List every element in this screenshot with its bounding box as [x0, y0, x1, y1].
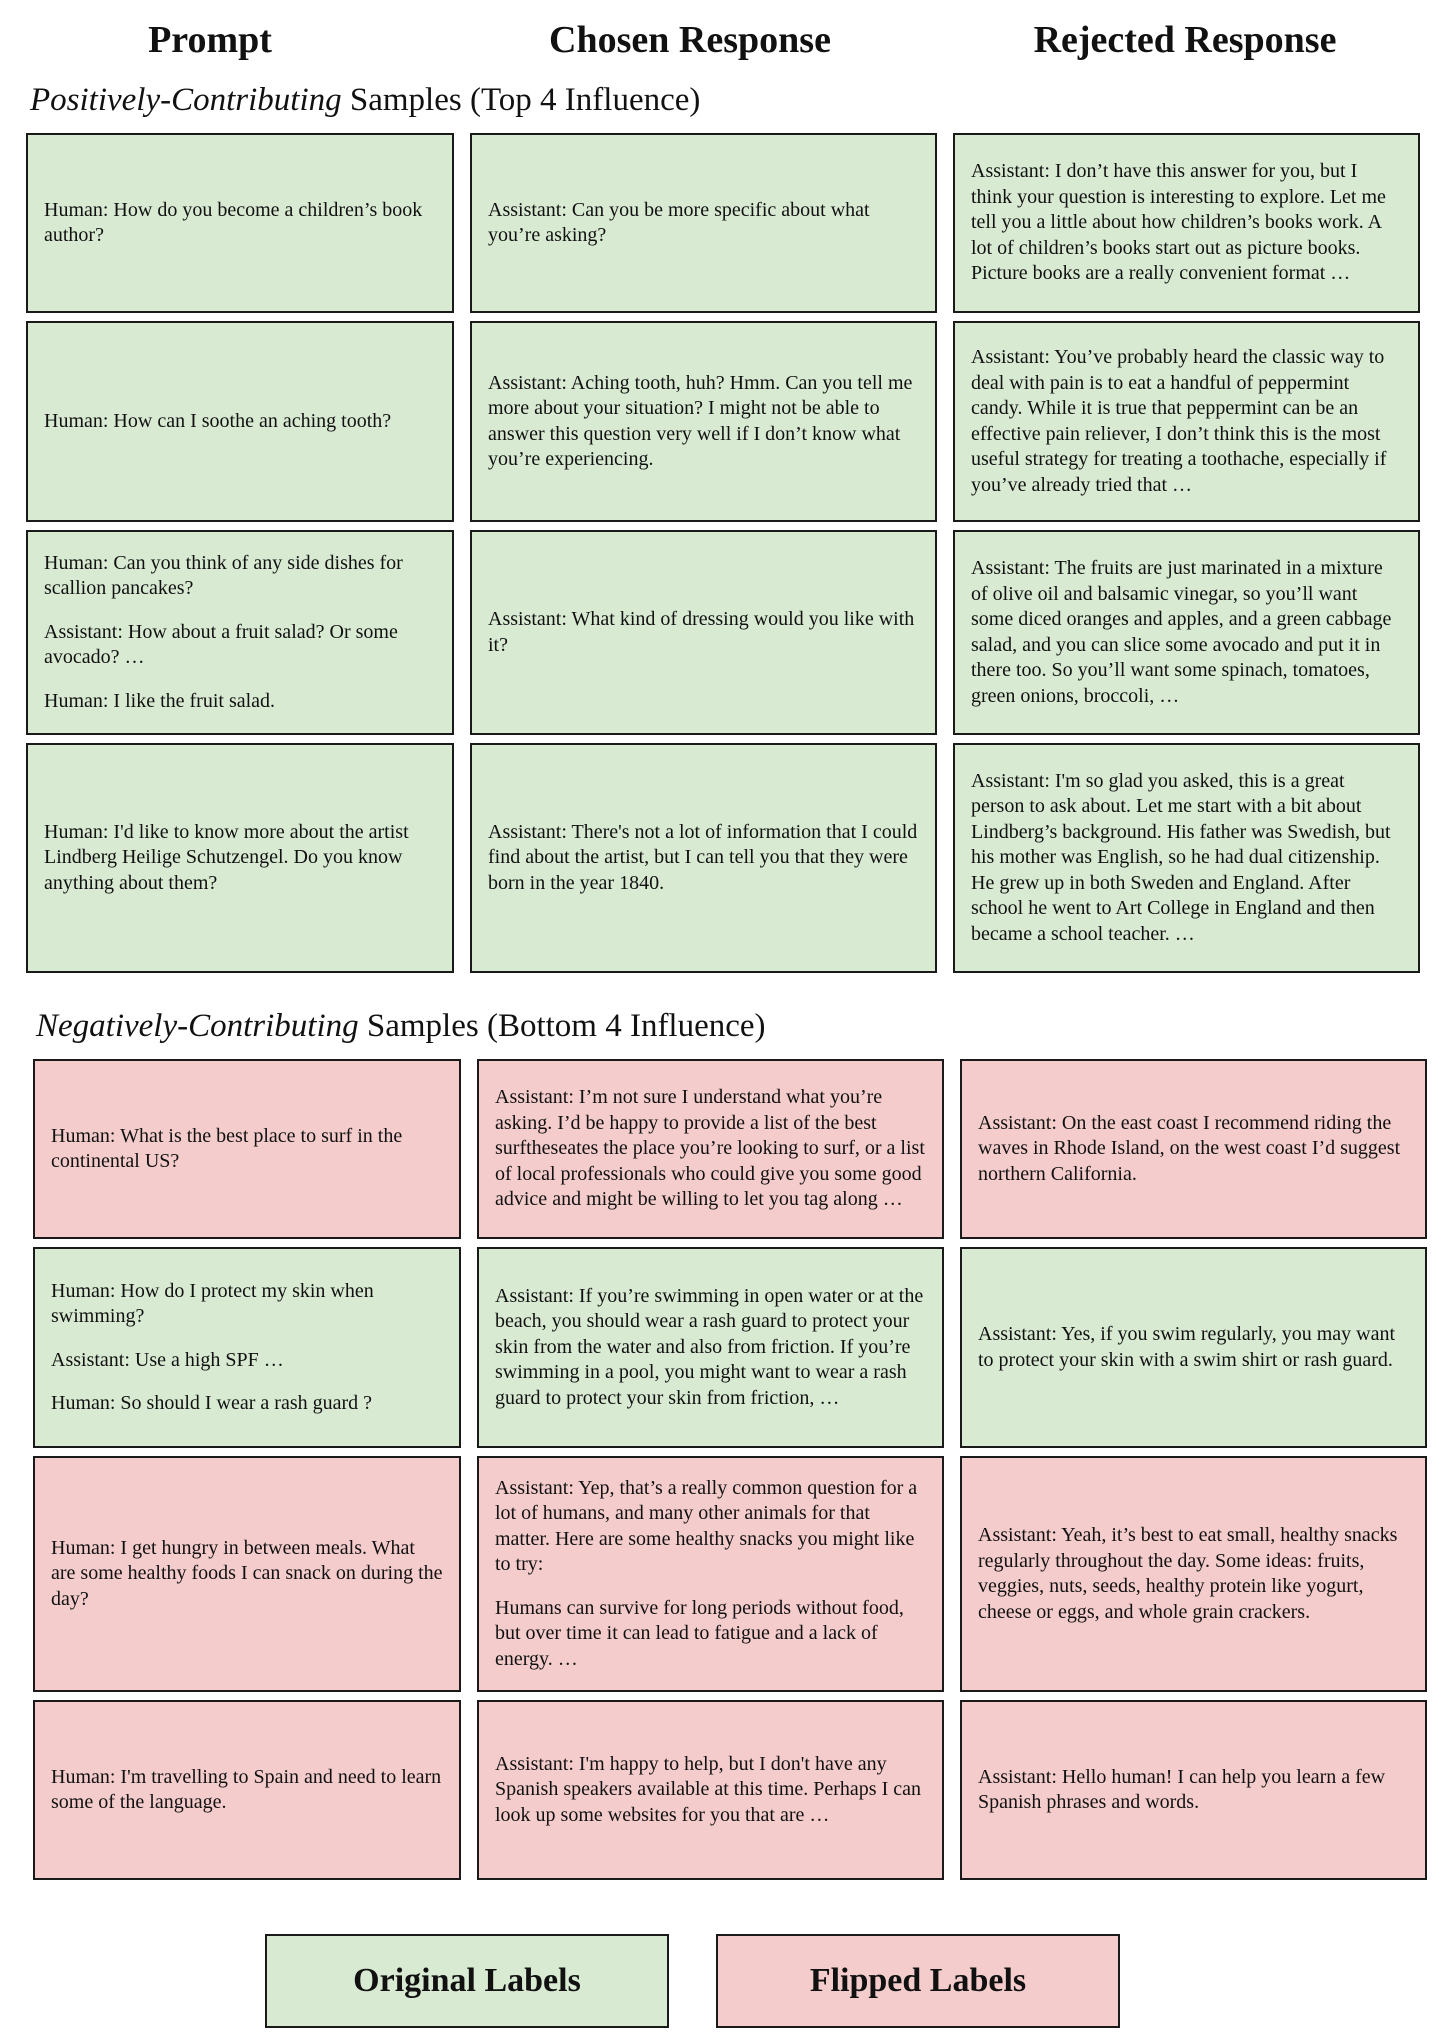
- positive-section-title-emph: Positively-Contributing: [30, 82, 342, 118]
- chosen-cell: [477, 1700, 944, 1880]
- chosen-text: Humans can survive for long periods without food, but over time it can lead to fatigue and a lack of energy. …: [495, 1596, 904, 1670]
- chosen-column-header: Chosen Response: [549, 19, 831, 61]
- rejected-text: Assistant: Yeah, it’s best to eat small, healthy snacks regularly throughout the day. Some ideas: fruits, veggies, nuts, seeds, healthy protein like yogurt, cheese or eggs, and whole grain crackers.: [978, 1524, 1398, 1623]
- prompt-text: Human: So should I wear a rash guard ?: [51, 1392, 373, 1414]
- original-labels-legend: Original Labels: [265, 1934, 669, 2028]
- rejected-column-header: Rejected Response: [1033, 19, 1337, 61]
- chosen-text: Assistant: If you’re swimming in open water or at the beach, you should wear a rash guard to protect your skin from the water and also from friction. If you’re swimming in a pool, you might want to wear a rash guard to protect your skin from friction, …: [495, 1284, 924, 1409]
- negative-section-title: [36, 1008, 766, 1045]
- negative-section-title-rest: Samples (Bottom 4 Influence): [358, 1008, 766, 1044]
- negative-samples-grid: [33, 1059, 1427, 1880]
- prompt-cell: [33, 1247, 461, 1448]
- prompt-cell: [26, 133, 454, 313]
- chosen-cell: [477, 1059, 944, 1239]
- positive-section-title: [30, 82, 700, 119]
- chosen-cell: [477, 1456, 944, 1692]
- prompt-cell: [33, 1456, 461, 1692]
- prompt-cell: [26, 743, 454, 973]
- chosen-text: Assistant: Yep, that’s a really common question for a lot of humans, and many other animals for that matter. Here are some healthy snacks you might like to try:: [495, 1476, 918, 1576]
- prompt-text: Human: How do you become a children’s book author?: [44, 198, 423, 246]
- rejected-cell: [960, 1700, 1427, 1880]
- negative-section-title-emph: Negatively-Contributing: [36, 1008, 359, 1044]
- positive-section-title-rest: Samples (Top 4 Influence): [341, 82, 701, 118]
- prompt-cell: [33, 1059, 461, 1239]
- prompt-text: Human: I get hungry in between meals. What are some healthy foods I can snack on during the day?: [51, 1536, 443, 1610]
- rejected-cell: [953, 133, 1420, 313]
- prompt-cell: [26, 321, 454, 522]
- chosen-cell: [477, 1247, 944, 1448]
- prompt-text: Human: What is the best place to surf in the continental US?: [51, 1124, 403, 1172]
- chosen-cell: [470, 530, 937, 735]
- prompt-text: Assistant: Use a high SPF …: [51, 1348, 284, 1371]
- rejected-text: Assistant: You’ve probably heard the classic way to deal with pain is to eat a handful of peppermint candy. While it is true that peppermint can be an effective pain reliever, I don’t think this is the most useful strategy for treating a toothache, especially if you’ve already tried that …: [971, 346, 1387, 496]
- prompt-text: Human: How do I protect my skin when swimming?: [51, 1279, 374, 1327]
- rejected-text: Assistant: On the east coast I recommend riding the waves in Rhode Island, on the west coast I’d suggest northern California.: [978, 1111, 1401, 1185]
- prompt-text: Human: Can you think of any side dishes for scallion pancakes?: [44, 551, 403, 600]
- chosen-text: Assistant: Aching tooth, huh? Hmm. Can you tell me more about your situation? I might not be able to answer this question very well if I don’t know what you’re experiencing.: [488, 371, 913, 470]
- flipped-labels-legend: Flipped Labels: [716, 1934, 1120, 2028]
- rejected-cell: [960, 1059, 1427, 1239]
- prompt-text: Human: I'm travelling to Spain and need to learn some of the language.: [51, 1765, 442, 1813]
- rejected-cell: [960, 1456, 1427, 1692]
- positive-samples-grid: [26, 133, 1420, 973]
- chosen-text: Assistant: I’m not sure I understand what you’re asking. I’d be happy to provide a list of the best surftheseates the place you’re looking to surf, or a list of local professionals who could give you some good advice and might be willing to let you tag along …: [495, 1086, 925, 1211]
- chosen-text: Assistant: Can you be more specific about what you’re asking?: [488, 198, 870, 246]
- prompt-cell: [26, 530, 454, 735]
- rejected-text: Assistant: Hello human! I can help you learn a few Spanish phrases and words.: [978, 1765, 1386, 1813]
- rejected-cell: [960, 1247, 1427, 1448]
- prompt-text: Assistant: How about a fruit salad? Or some avocado? …: [44, 620, 398, 669]
- rejected-text: Assistant: The fruits are just marinated in a mixture of olive oil and balsamic vinegar, so you’ll want some diced oranges and apples, and a green cabbage salad, and you can slice some avocado and put it in there too. So you’ll want some spinach, tomatoes, green onions, broccoli, …: [971, 557, 1392, 707]
- rejected-cell: [953, 530, 1420, 735]
- chosen-text: Assistant: What kind of dressing would you like with it?: [488, 608, 915, 656]
- rejected-text: Assistant: Yes, if you swim regularly, you may want to protect your skin with a swim shirt or rash guard.: [978, 1323, 1396, 1371]
- prompt-text: Human: I'd like to know more about the artist Lindberg Heilige Schutzengel. Do you know anything about them?: [44, 820, 409, 894]
- chosen-cell: [470, 133, 937, 313]
- prompt-column-header: Prompt: [148, 19, 272, 61]
- rejected-text: Assistant: I'm so glad you asked, this is a great person to ask about. Let me start with a bit about Lindberg’s background. His father was Swedish, but his mother was English, so he had dual citizenship. He grew up in both Sweden and England. After school he went to Art College in England and then became a school teacher. …: [971, 769, 1391, 945]
- prompt-text: Human: How can I soothe an aching tooth?: [44, 409, 392, 432]
- rejected-cell: [953, 321, 1420, 522]
- chosen-cell: [470, 743, 937, 973]
- prompt-cell: [33, 1700, 461, 1880]
- chosen-text: Assistant: There's not a lot of information that I could find about the artist, but I can tell you that they were born in the year 1840.: [488, 820, 918, 894]
- rejected-text: Assistant: I don’t have this answer for you, but I think your question is interesting to explore. Let me tell you a little about how children’s books work. A lot of children’s books start out as picture books. Picture books are a really convenient format …: [971, 160, 1386, 285]
- chosen-cell: [470, 321, 937, 522]
- prompt-text: Human: I like the fruit salad.: [44, 689, 276, 712]
- chosen-text: Assistant: I'm happy to help, but I don't have any Spanish speakers available at this time. Perhaps I can look up some websites for you that are …: [495, 1752, 921, 1826]
- rejected-cell: [953, 743, 1420, 973]
